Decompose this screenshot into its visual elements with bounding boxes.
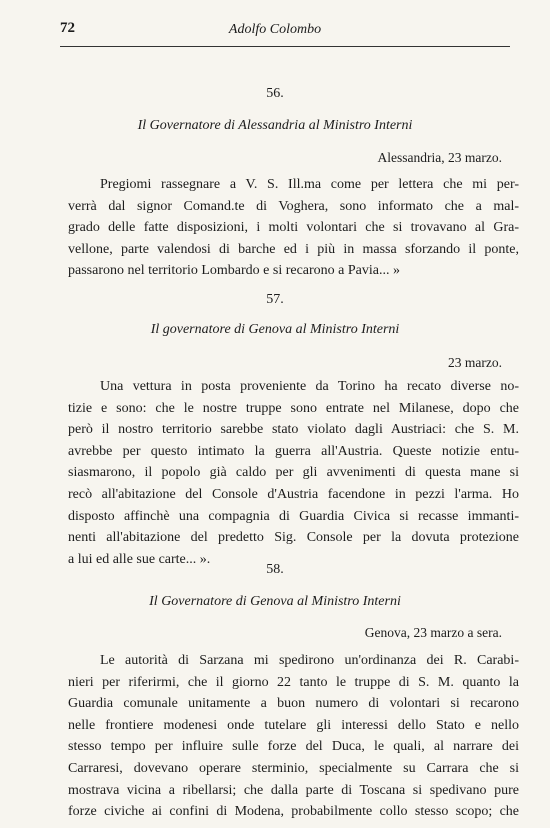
document-number: 56. bbox=[266, 86, 284, 101]
body-line: Una vettura in posta proveniente da Torino ha recato diverse no- bbox=[100, 379, 519, 394]
body-line: Carraresi, dovevano operare sterminio, specialmente su Carrara che si bbox=[68, 760, 519, 776]
document-number: 58. bbox=[266, 562, 284, 577]
body-line: grado delle fatte disposizioni, i molti volontari che si trovavano al Gra- bbox=[68, 220, 519, 236]
running-head: Adolfo Colombo bbox=[228, 22, 322, 37]
body-line: verrà dal signor Comand.te di Voghera, sono informato che a mal- bbox=[68, 198, 519, 214]
body-line: a lui ed alle sue carte... ». bbox=[68, 551, 211, 567]
body-line: vellone, parte valendosi di barche ed i più in massa sforzando il ponte, bbox=[68, 241, 519, 257]
body-line: forze civiche ai confini di Modena, probabilmente collo stesso scopo; che bbox=[68, 804, 519, 820]
document-title: Il Governatore di Alessandria al Ministro Interni bbox=[137, 118, 413, 133]
body-line: nieri per riferirmi, che il giorno 22 tanto le truppe di S. M. quanto la bbox=[68, 674, 519, 690]
page-number: 72 bbox=[60, 20, 75, 36]
body-line: siasmarono, il popolo già caldo per gli avvenimenti di questa mane si bbox=[68, 465, 519, 481]
document-body bbox=[68, 174, 519, 282]
document-number: 57. bbox=[266, 292, 284, 307]
header-rule bbox=[60, 46, 510, 47]
document-place-date: 23 marzo. bbox=[448, 355, 502, 370]
body-line: recò all'abitazione del Console d'Austria facendone in pezzi l'arma. Ho bbox=[68, 486, 519, 502]
body-line: nenti all'abitazione del predetto Sig. Console per la dovuta protezione bbox=[68, 530, 519, 546]
document-place-date: Alessandria, 23 marzo. bbox=[377, 150, 502, 165]
document-body bbox=[68, 376, 519, 570]
body-line: tizie e sono: che le nostre truppe sono entrate nel Milanese, dopo che bbox=[68, 400, 519, 416]
body-line: Guardia comunale unitamente a buon numero di volontari si recarono bbox=[68, 696, 519, 712]
body-line: disposto affinchè una compagnia di Guardia Civica si recasse immanti- bbox=[68, 508, 519, 524]
body-line: passarono nel territorio Lombardo e si recarono a Pavia... » bbox=[68, 263, 401, 279]
document-title: Il Governatore di Genova al Ministro Interni bbox=[149, 594, 401, 609]
body-line: stesso tempo per influire sulle forze del Duca, le quali, al narrare dei bbox=[68, 739, 519, 755]
body-line: però il nostro territorio sarebbe stato violato dagli Austriaci: che S. M. bbox=[68, 422, 519, 438]
document-place-date: Genova, 23 marzo a sera. bbox=[364, 625, 502, 640]
body-line: Pregiomi rassegnare a V. S. Ill.ma come per lettera che mi per- bbox=[100, 177, 519, 192]
body-line: avrebbe per questo intimato la guerra all'Austria. Queste notizie entu- bbox=[68, 443, 519, 459]
document-title: Il governatore di Genova al Ministro Interni bbox=[150, 322, 400, 337]
body-line: nelle frontiere modenesi onde tutelare gli interessi dello Stato e nello bbox=[68, 717, 519, 733]
body-line: mostrava vicina a ribellarsi; che dalla parte di Toscana si spedivano pure bbox=[68, 782, 519, 798]
document-body bbox=[68, 650, 519, 823]
body-line: Le autorità di Sarzana mi spedirono un'ordinanza dei R. Carabi- bbox=[100, 653, 519, 668]
page-header bbox=[60, 18, 490, 42]
